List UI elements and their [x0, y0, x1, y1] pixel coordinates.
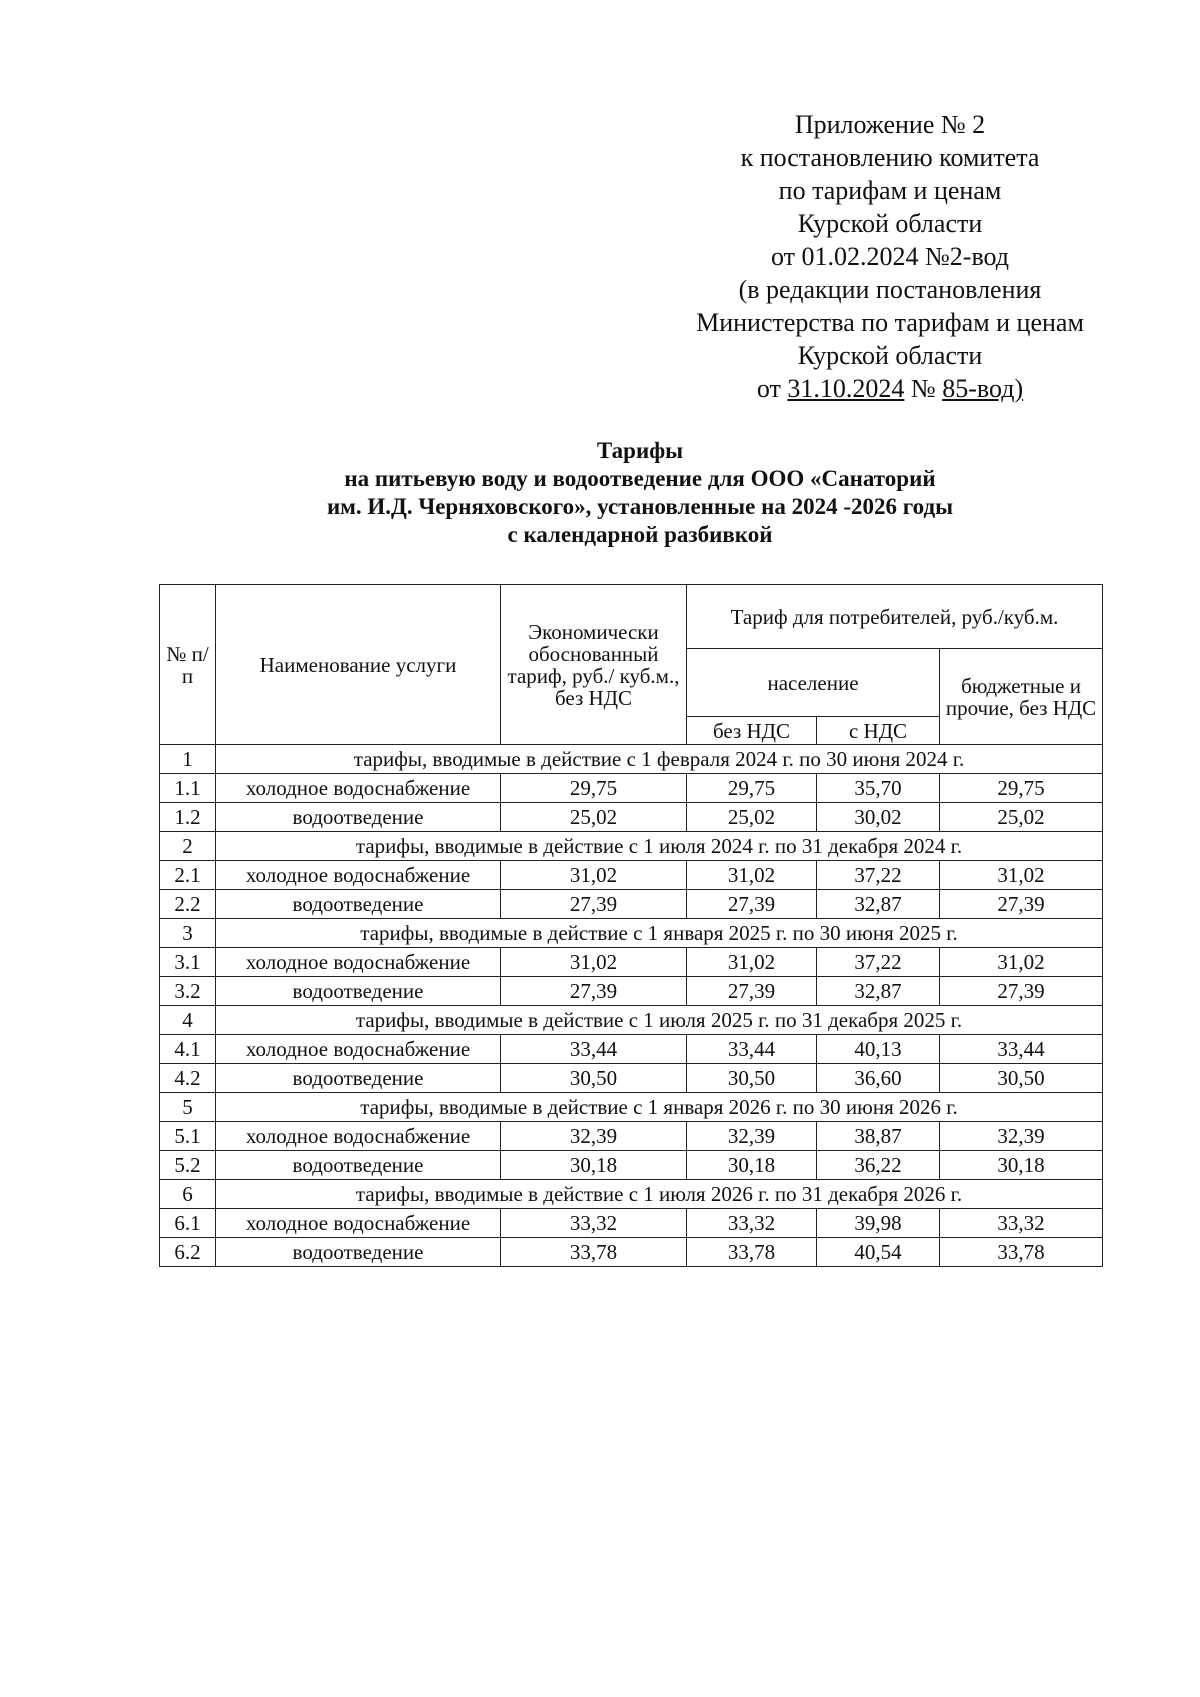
- row-no-vat: 30,18: [687, 1151, 817, 1180]
- table-body: [160, 745, 1103, 1267]
- table-row: [160, 1064, 1103, 1093]
- row-no-vat: 33,78: [687, 1238, 817, 1267]
- table-row: [160, 803, 1103, 832]
- row-service: холодное водоснабжение: [216, 948, 501, 977]
- amendment-number: 85-вод): [942, 374, 1024, 403]
- title-line: на питьевую воду и водоотведение для ООО «Санаторий: [344, 466, 936, 491]
- period-label: тарифы, вводимые в действие с 1 июля 2024 г. по 31 декабря 2024 г.: [216, 832, 1103, 861]
- header-with-vat: с НДС: [817, 717, 940, 745]
- row-budget: 25,02: [940, 803, 1103, 832]
- period-row: [160, 1093, 1103, 1122]
- row-with-vat: 40,13: [817, 1035, 940, 1064]
- row-no-vat: 31,02: [687, 861, 817, 890]
- period-label: тарифы, вводимые в действие с 1 января 2025 г. по 30 июня 2025 г.: [216, 919, 1103, 948]
- row-service: холодное водоснабжение: [216, 1209, 501, 1238]
- row-num: 2.2: [160, 890, 216, 919]
- table-row: [160, 977, 1103, 1006]
- row-with-vat: 35,70: [817, 774, 940, 803]
- amendment-date: 31.10.2024: [787, 374, 905, 403]
- appendix-line: от 01.02.2024 №2-вод: [770, 242, 1010, 271]
- row-service: водоотведение: [216, 803, 501, 832]
- row-num: 4.1: [160, 1035, 216, 1064]
- row-no-vat: 30,50: [687, 1064, 817, 1093]
- row-service: холодное водоснабжение: [216, 1035, 501, 1064]
- row-service: холодное водоснабжение: [216, 861, 501, 890]
- row-budget: 33,78: [940, 1238, 1103, 1267]
- header-economic: Экономически обоснованный тариф, руб./ куб.м., без НДС: [501, 585, 687, 745]
- header-num: № п/п: [160, 585, 216, 745]
- table-row: [160, 1238, 1103, 1267]
- row-with-vat: 37,22: [817, 948, 940, 977]
- table-row: [160, 1151, 1103, 1180]
- title-line: с календарной разбивкой: [507, 522, 773, 547]
- document-title: [140, 437, 1140, 549]
- table-row: [160, 1209, 1103, 1238]
- row-num: 5.1: [160, 1122, 216, 1151]
- row-budget: 33,32: [940, 1209, 1103, 1238]
- row-budget: 29,75: [940, 774, 1103, 803]
- table-row: [160, 1122, 1103, 1151]
- header-consumer: Тариф для потребителей, руб./куб.м.: [687, 585, 1103, 649]
- period-row: [160, 919, 1103, 948]
- row-no-vat: 33,32: [687, 1209, 817, 1238]
- period-label: тарифы, вводимые в действие с 1 июля 2025 г. по 31 декабря 2025 г.: [216, 1006, 1103, 1035]
- row-budget: 31,02: [940, 861, 1103, 890]
- table-row: [160, 861, 1103, 890]
- period-row: [160, 1006, 1103, 1035]
- title-line: Тарифы: [596, 438, 684, 463]
- period-num: 3: [160, 919, 216, 948]
- row-with-vat: 40,54: [817, 1238, 940, 1267]
- row-service: водоотведение: [216, 1151, 501, 1180]
- row-with-vat: 36,22: [817, 1151, 940, 1180]
- row-budget: 27,39: [940, 890, 1103, 919]
- row-no-vat: 31,02: [687, 948, 817, 977]
- tariffs-table: [159, 584, 1103, 1267]
- row-num: 6.2: [160, 1238, 216, 1267]
- row-with-vat: 39,98: [817, 1209, 940, 1238]
- row-no-vat: 27,39: [687, 977, 817, 1006]
- row-num: 3.2: [160, 977, 216, 1006]
- period-label: тарифы, вводимые в действие с 1 февраля 2024 г. по 30 июня 2024 г.: [216, 745, 1103, 774]
- header-budget: бюджетные и прочие, без НДС: [940, 649, 1103, 745]
- period-label: тарифы, вводимые в действие с 1 июля 2026 г. по 31 декабря 2026 г.: [216, 1180, 1103, 1209]
- period-num: 4: [160, 1006, 216, 1035]
- row-no-vat: 33,44: [687, 1035, 817, 1064]
- row-economic: 33,44: [501, 1035, 687, 1064]
- period-num: 6: [160, 1180, 216, 1209]
- header-no-vat: без НДС: [687, 717, 817, 745]
- row-economic: 27,39: [501, 890, 687, 919]
- row-budget: 32,39: [940, 1122, 1103, 1151]
- appendix-line: Курской области: [797, 209, 983, 238]
- appendix-line: (в редакции постановления: [738, 275, 1042, 304]
- row-service: водоотведение: [216, 1064, 501, 1093]
- appendix-line: к постановлению комитета: [740, 143, 1040, 172]
- row-num: 4.2: [160, 1064, 216, 1093]
- period-row: [160, 745, 1103, 774]
- period-row: [160, 1180, 1103, 1209]
- period-row: [160, 832, 1103, 861]
- row-budget: 30,50: [940, 1064, 1103, 1093]
- header-population: население: [687, 649, 940, 717]
- row-economic: 27,39: [501, 977, 687, 1006]
- row-service: холодное водоснабжение: [216, 774, 501, 803]
- period-num: 5: [160, 1093, 216, 1122]
- row-no-vat: 27,39: [687, 890, 817, 919]
- row-with-vat: 38,87: [817, 1122, 940, 1151]
- row-budget: 27,39: [940, 977, 1103, 1006]
- row-service: водоотведение: [216, 977, 501, 1006]
- row-service: холодное водоснабжение: [216, 1122, 501, 1151]
- row-economic: 30,18: [501, 1151, 687, 1180]
- row-economic: 25,02: [501, 803, 687, 832]
- row-budget: 33,44: [940, 1035, 1103, 1064]
- row-economic: 33,78: [501, 1238, 687, 1267]
- row-num: 6.1: [160, 1209, 216, 1238]
- appendix-line: Министерства по тарифам и ценам: [696, 308, 1084, 337]
- amendment-mid: №: [904, 374, 943, 403]
- row-num: 3.1: [160, 948, 216, 977]
- row-economic: 30,50: [501, 1064, 687, 1093]
- row-num: 2.1: [160, 861, 216, 890]
- table-row: [160, 1035, 1103, 1064]
- period-label: тарифы, вводимые в действие с 1 января 2026 г. по 30 июня 2026 г.: [216, 1093, 1103, 1122]
- row-with-vat: 37,22: [817, 861, 940, 890]
- row-service: водоотведение: [216, 1238, 501, 1267]
- row-economic: 29,75: [501, 774, 687, 803]
- appendix-amendment-line: [640, 372, 1140, 405]
- appendix-line: Курской области: [797, 341, 983, 370]
- row-with-vat: 30,02: [817, 803, 940, 832]
- period-num: 2: [160, 832, 216, 861]
- row-with-vat: 36,60: [817, 1064, 940, 1093]
- row-no-vat: 29,75: [687, 774, 817, 803]
- row-budget: 30,18: [940, 1151, 1103, 1180]
- row-economic: 31,02: [501, 861, 687, 890]
- appendix-line: Приложение № 2: [794, 110, 986, 139]
- amendment-prefix: от: [756, 374, 788, 403]
- row-budget: 31,02: [940, 948, 1103, 977]
- table-row: [160, 948, 1103, 977]
- period-num: 1: [160, 745, 216, 774]
- row-with-vat: 32,87: [817, 890, 940, 919]
- row-num: 1.2: [160, 803, 216, 832]
- row-no-vat: 25,02: [687, 803, 817, 832]
- table-row: [160, 890, 1103, 919]
- appendix-line: по тарифам и ценам: [778, 176, 1002, 205]
- appendix-block: [640, 108, 1140, 405]
- row-num: 1.1: [160, 774, 216, 803]
- row-economic: 33,32: [501, 1209, 687, 1238]
- row-economic: 31,02: [501, 948, 687, 977]
- row-economic: 32,39: [501, 1122, 687, 1151]
- row-service: водоотведение: [216, 890, 501, 919]
- row-with-vat: 32,87: [817, 977, 940, 1006]
- row-no-vat: 32,39: [687, 1122, 817, 1151]
- header-service: Наименование услуги: [216, 585, 501, 745]
- table-row: [160, 774, 1103, 803]
- title-line: им. И.Д. Черняховского», установленные на 2024 -2026 годы: [326, 494, 954, 519]
- row-num: 5.2: [160, 1151, 216, 1180]
